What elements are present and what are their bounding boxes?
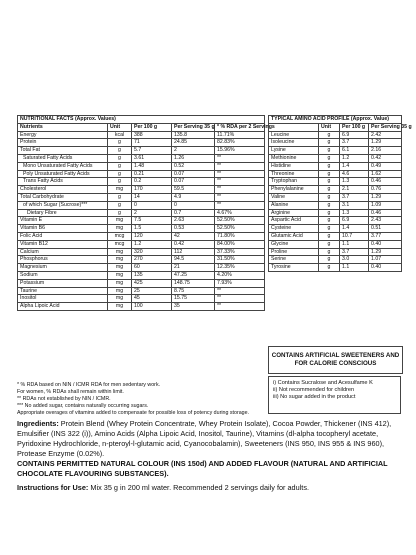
nutrient-name: Vitamin B6 [18, 225, 108, 233]
nutrient-per-serving: 94.5 [172, 256, 215, 264]
amino-acid-name: Phenylalanine [269, 186, 319, 194]
nutrition-row [18, 186, 265, 194]
nutrient-name: Trans Fatty Acids [18, 178, 108, 186]
nutrient-unit: mg [108, 256, 132, 264]
nutrient-per-100g: 45 [132, 295, 172, 303]
claims-line-1: CONTAINS ARTIFICIAL SWEETENERS AND [271, 352, 400, 360]
nutrition-header-row [18, 123, 265, 131]
nutrient-rda: 82.83% [215, 139, 265, 147]
nutrition-row [18, 154, 265, 162]
nutrition-row [18, 178, 265, 186]
nutrient-rda: 71.80% [215, 232, 265, 240]
amino-row [269, 131, 402, 139]
nutrient-per-100g: 1.2 [132, 240, 172, 248]
amino-acid-name: Isoleucine [269, 139, 319, 147]
nutrition-row [18, 193, 265, 201]
nutrient-per-serving: 59.5 [172, 186, 215, 194]
amino-acid-table [268, 115, 412, 272]
amino-row [269, 217, 402, 225]
amino-acid-name: Tyrosine [269, 264, 319, 272]
amino-per-100g: 4.6 [340, 170, 369, 178]
amino-per-serving: 1.29 [369, 193, 402, 201]
amino-acid-name: Valine [269, 193, 319, 201]
nutrient-name: Dietary Fibre [18, 209, 108, 217]
nutrient-per-serving: 4.9 [172, 193, 215, 201]
nutrient-per-100g: 1.5 [132, 225, 172, 233]
amino-unit: g [319, 154, 340, 162]
nutrient-name: Magnesium [18, 264, 108, 272]
nutrient-name: Total Fat [18, 147, 108, 155]
amino-row [269, 170, 402, 178]
sweetener-claims-box [268, 346, 403, 374]
nutrient-unit: g [108, 162, 132, 170]
nutrient-per-100g: 135 [132, 271, 172, 279]
amino-per-100g: 2.1 [340, 186, 369, 194]
amino-header-blank [269, 123, 319, 131]
amino-header-per-serving: Per Serving 35 g [369, 123, 402, 131]
nutrient-name: Potassium [18, 279, 108, 287]
nutrient-rda: 15.96% [215, 147, 265, 155]
amino-per-serving: 0.51 [369, 225, 402, 233]
amino-unit: g [319, 193, 340, 201]
amino-per-100g: 1.1 [340, 240, 369, 248]
nutrient-per-serving: 42 [172, 232, 215, 240]
nutrient-unit: g [108, 147, 132, 155]
nutrient-rda: ** [215, 186, 265, 194]
amino-per-serving: 1.09 [369, 201, 402, 209]
footnote-not-established: ** RDAs not established by NIN / ICMR. [17, 396, 111, 402]
amino-header-row [269, 123, 402, 131]
nutrition-row [18, 264, 265, 272]
nutrition-row [18, 256, 265, 264]
amino-unit: g [319, 178, 340, 186]
nutrient-per-serving: 21 [172, 264, 215, 272]
amino-acid-name: Threonine [269, 170, 319, 178]
amino-acid-name: Leucine [269, 131, 319, 139]
nutrient-rda: ** [215, 193, 265, 201]
nutrient-name: Mono Unsaturated Fatty Acids [18, 162, 108, 170]
nutrition-row [18, 147, 265, 155]
nutrition-row [18, 279, 265, 287]
nutrient-rda: ** [215, 154, 265, 162]
amino-row [269, 178, 402, 186]
amino-per-100g: 3.0 [340, 256, 369, 264]
amino-title: TYPICAL AMINO ACID PROFILE (Approx. Value) [269, 116, 402, 124]
amino-per-serving: 0.46 [369, 178, 402, 186]
note-2: ii) Not recommended for children [273, 387, 355, 393]
nutrient-per-serving: 0 [172, 201, 215, 209]
amino-per-serving: 0.40 [369, 264, 402, 272]
amino-unit: g [319, 162, 340, 170]
nutrient-per-100g: 7.5 [132, 217, 172, 225]
nutrient-unit: g [108, 209, 132, 217]
amino-acid-name: Lysine [269, 147, 319, 155]
nutrition-header-per-serving: Per Serving 35 g [172, 123, 215, 131]
amino-acid-name: Arginine [269, 209, 319, 217]
nutrient-rda: ** [215, 178, 265, 186]
amino-per-100g: 1.3 [340, 209, 369, 217]
amino-acid-name: Histidine [269, 162, 319, 170]
amino-row [269, 154, 402, 162]
amino-unit: g [319, 256, 340, 264]
nutrition-row [18, 248, 265, 256]
nutrient-per-serving: 8.75 [172, 287, 215, 295]
nutrient-per-serving: 2.63 [172, 217, 215, 225]
amino-per-100g: 3.1 [340, 201, 369, 209]
instructions-label: Instructions for Use: [17, 483, 89, 492]
nutrient-per-serving: 24.85 [172, 139, 215, 147]
amino-row [269, 147, 402, 155]
nutrient-rda: 7.93% [215, 279, 265, 287]
nutrient-unit: mg [108, 217, 132, 225]
nutrient-rda: ** [215, 201, 265, 209]
amino-per-100g: 1.4 [340, 162, 369, 170]
nutrient-per-serving: 0.53 [172, 225, 215, 233]
amino-per-100g: 1.3 [340, 178, 369, 186]
nutrient-per-100g: 120 [132, 232, 172, 240]
nutrient-per-100g: 0 [132, 201, 172, 209]
nutrient-name: Vitamin B12 [18, 240, 108, 248]
amino-row [269, 201, 402, 209]
nutrient-unit: mg [108, 287, 132, 295]
nutrient-name: Alpha Lipoic Acid [18, 303, 108, 311]
amino-per-serving: 3.77 [369, 232, 402, 240]
nutrient-per-serving: 15.75 [172, 295, 215, 303]
amino-unit: g [319, 139, 340, 147]
nutrient-per-serving: 2 [172, 147, 215, 155]
amino-per-100g: 3.7 [340, 193, 369, 201]
nutrient-unit: g [108, 201, 132, 209]
ingredients-paragraph [17, 419, 401, 459]
amino-title-row [269, 116, 402, 124]
amino-row [269, 240, 402, 248]
amino-per-100g: 3.7 [340, 248, 369, 256]
nutrient-rda: ** [215, 170, 265, 178]
amino-per-100g: 1.4 [340, 225, 369, 233]
amino-unit: g [319, 170, 340, 178]
nutrition-row [18, 170, 265, 178]
amino-per-serving: 0.40 [369, 240, 402, 248]
footnote-rda: * % RDA based on NIN / ICMR RDA for men sedentary work. [17, 382, 161, 388]
nutrient-name: Sodium [18, 271, 108, 279]
amino-row [269, 139, 402, 147]
nutrient-rda: 52.50% [215, 217, 265, 225]
nutrient-per-100g: 2 [132, 209, 172, 217]
nutrition-facts-table [17, 115, 275, 311]
amino-unit: g [319, 147, 340, 155]
nutrient-per-serving: 35 [172, 303, 215, 311]
instructions-text: Mix 35 g in 200 ml water. Recommended 2 servings daily for adults. [88, 483, 309, 492]
amino-per-100g: 6.9 [340, 131, 369, 139]
ingredients-label: Ingredients: [17, 419, 59, 428]
nutrient-per-100g: 60 [132, 264, 172, 272]
amino-per-serving: 2.42 [369, 131, 402, 139]
nutrient-per-100g: 71 [132, 139, 172, 147]
footnote-no-added-sugar: *** No added sugar, contains naturally occurring sugars. [17, 403, 149, 409]
amino-per-100g: 1.1 [340, 264, 369, 272]
nutrient-rda: ** [215, 295, 265, 303]
nutrient-name: Calcium [18, 248, 108, 256]
nutrient-per-100g: 270 [132, 256, 172, 264]
nutrient-rda: ** [215, 303, 265, 311]
nutrition-header-per-100g: Per 100 g [132, 123, 172, 131]
amino-per-serving: 0.76 [369, 186, 402, 194]
amino-row [269, 264, 402, 272]
nutrient-per-serving: 0.07 [172, 170, 215, 178]
nutrient-name: Energy [18, 131, 108, 139]
nutrient-per-100g: 5.7 [132, 147, 172, 155]
nutrition-row [18, 225, 265, 233]
amino-per-serving: 0.49 [369, 162, 402, 170]
nutrition-header-nutrients: Nutrients [18, 123, 108, 131]
nutrient-rda: ** [215, 162, 265, 170]
nutrient-name: Inositol [18, 295, 108, 303]
footnote-overages: Appropriate overages of vitamins added to compensate for possible loss of potency during storage. [17, 410, 250, 416]
amino-acid-name: Glycine [269, 240, 319, 248]
nutrition-row [18, 240, 265, 248]
amino-per-serving: 1.29 [369, 248, 402, 256]
nutrient-rda: 84.00% [215, 240, 265, 248]
amino-acid-name: Proline [269, 248, 319, 256]
nutrition-row [18, 131, 265, 139]
colour-flavour-statement: CONTAINS PERMITTED NATURAL COLOUR (INS 150d) AND ADDED FLAVOUR (NATURAL AND ARTIFICIAL CHOCOLATE FLAVOURING SUBSTANCES). [17, 459, 388, 478]
nutrient-per-100g: 170 [132, 186, 172, 194]
amino-acid-name: Alanine [269, 201, 319, 209]
amino-acid-name: Methionine [269, 154, 319, 162]
amino-header-per-100g: Per 100 g [340, 123, 369, 131]
nutrient-name: Poly Unsaturated Fatty Acids [18, 170, 108, 178]
nutrient-per-100g: 425 [132, 279, 172, 287]
amino-unit: g [319, 201, 340, 209]
nutrient-per-100g: 388 [132, 131, 172, 139]
nutrient-rda: 4.20% [215, 271, 265, 279]
amino-unit: g [319, 232, 340, 240]
nutrition-row [18, 271, 265, 279]
nutrition-row [18, 303, 265, 311]
amino-per-serving: 2.16 [369, 147, 402, 155]
nutrient-unit: mg [108, 271, 132, 279]
nutrient-unit: g [108, 170, 132, 178]
footnote-women: For women, % RDAs shall remain within limit. [17, 389, 124, 395]
nutrient-rda: 31.50% [215, 256, 265, 264]
nutrient-name: Protein [18, 139, 108, 147]
nutrient-name: Phosphorus [18, 256, 108, 264]
amino-acid-name: Tryptophan [269, 178, 319, 186]
amino-unit: g [319, 217, 340, 225]
nutrient-unit: g [108, 193, 132, 201]
nutrition-header-rda: * % RDA per 2 Servings [215, 123, 265, 131]
amino-row [269, 193, 402, 201]
amino-row [269, 209, 402, 217]
nutrient-rda: 12.35% [215, 264, 265, 272]
nutrient-name: Total Carbohydrate [18, 193, 108, 201]
nutrient-per-100g: 100 [132, 303, 172, 311]
nutrient-per-serving: 1.26 [172, 154, 215, 162]
amino-per-serving: 1.07 [369, 256, 402, 264]
nutrient-unit: mg [108, 225, 132, 233]
amino-row [269, 248, 402, 256]
nutrition-row [18, 209, 265, 217]
amino-per-100g: 6.1 [340, 147, 369, 155]
amino-per-serving: 1.29 [369, 139, 402, 147]
amino-per-serving: 0.42 [369, 154, 402, 162]
note-3: iii) No sugar added in the product [273, 394, 356, 400]
nutrition-row [18, 287, 265, 295]
nutrient-per-100g: 25 [132, 287, 172, 295]
nutrient-unit: mg [108, 186, 132, 194]
nutrient-unit: mcg [108, 240, 132, 248]
nutrient-name: Cholesterol [18, 186, 108, 194]
amino-per-100g: 10.7 [340, 232, 369, 240]
nutrient-unit: mg [108, 279, 132, 287]
nutrient-rda: 11.71% [215, 131, 265, 139]
nutrient-name: of which Sugar (Sucrose)*** [18, 201, 108, 209]
nutrient-per-100g: 0.21 [132, 170, 172, 178]
amino-per-serving: 1.62 [369, 170, 402, 178]
nutrition-header-unit: Unit [108, 123, 132, 131]
nutrient-per-serving: 47.25 [172, 271, 215, 279]
amino-unit: g [319, 248, 340, 256]
nutrient-per-100g: 0.2 [132, 178, 172, 186]
nutrient-unit: mg [108, 303, 132, 311]
amino-unit: g [319, 225, 340, 233]
nutrient-unit: g [108, 154, 132, 162]
amino-acid-name: Glutamic Acid [269, 232, 319, 240]
ingredients-text: Protein Blend (Whey Protein Concentrate, Whey Protein Isolate), Cocoa Powder, Thickener (INS 412), Emulsifier (INS 322 (i)), Amino Acids (Alpha Lipoic Acid, Inositol, Taurine), Vitamins (dl-alpha tocopheryl acetate, Pyridoxine Hydrochloride, n-pteroyl-l-glutamic acid, Cyanocobalamin), Sweeteners (INS 950, INS 955 & INS 960), Protease Enzyme (0.02%). [17, 419, 392, 458]
nutrition-row [18, 217, 265, 225]
nutrient-name: Saturated Fatty Acids [18, 154, 108, 162]
nutrition-title-row [18, 116, 265, 124]
nutrient-rda: 37.33% [215, 248, 265, 256]
nutrient-per-serving: 0.42 [172, 240, 215, 248]
amino-per-100g: 3.7 [340, 139, 369, 147]
amino-per-serving: 2.43 [369, 217, 402, 225]
nutrient-rda: 4.67% [215, 209, 265, 217]
nutrient-name: Taurine [18, 287, 108, 295]
nutrient-unit: g [108, 139, 132, 147]
amino-unit: g [319, 264, 340, 272]
amino-row [269, 225, 402, 233]
claims-line-2: FOR CALORIE CONSCIOUS [294, 360, 377, 367]
amino-row [269, 186, 402, 194]
amino-per-serving: 0.46 [369, 209, 402, 217]
nutrition-row [18, 201, 265, 209]
nutrient-per-serving: 0.52 [172, 162, 215, 170]
nutrient-per-100g: 1.48 [132, 162, 172, 170]
nutrient-name: Vitamin E [18, 217, 108, 225]
amino-acid-name: Cysteine [269, 225, 319, 233]
nutrient-per-100g: 14 [132, 193, 172, 201]
nutrient-name: Folic Acid [18, 232, 108, 240]
nutrient-unit: g [108, 178, 132, 186]
amino-acid-name: Aspartic Acid [269, 217, 319, 225]
amino-unit: g [319, 209, 340, 217]
amino-per-100g: 6.9 [340, 217, 369, 225]
nutrient-unit: mg [108, 264, 132, 272]
amino-row [269, 162, 402, 170]
nutrition-row [18, 295, 265, 303]
amino-unit: g [319, 131, 340, 139]
nutrient-per-serving: 148.75 [172, 279, 215, 287]
nutrient-unit: kcal [108, 131, 132, 139]
amino-row [269, 232, 402, 240]
nutrition-row [18, 139, 265, 147]
amino-unit: g [319, 186, 340, 194]
nutrient-unit: mg [108, 295, 132, 303]
note-1: i) Contains Sucralose and Acesulfame K [273, 380, 373, 386]
nutrient-per-serving: 135.8 [172, 131, 215, 139]
nutrition-title: NUTRITIONAL FACTS (Approx. Values) [18, 116, 265, 124]
nutrient-unit: mg [108, 248, 132, 256]
amino-row [269, 256, 402, 264]
nutrient-per-serving: 112 [172, 248, 215, 256]
nutrient-per-serving: 0.07 [172, 178, 215, 186]
instructions-paragraph [17, 483, 401, 493]
nutrient-unit: mcg [108, 232, 132, 240]
amino-per-100g: 1.2 [340, 154, 369, 162]
amino-acid-name: Serine [269, 256, 319, 264]
nutrient-per-serving: 0.7 [172, 209, 215, 217]
nutrient-rda: 52.50% [215, 225, 265, 233]
nutrition-row [18, 162, 265, 170]
nutrition-row [18, 232, 265, 240]
amino-unit: g [319, 240, 340, 248]
nutrient-rda: ** [215, 287, 265, 295]
amino-header-unit: Unit [319, 123, 340, 131]
nutrient-per-100g: 320 [132, 248, 172, 256]
nutrient-per-100g: 3.61 [132, 154, 172, 162]
